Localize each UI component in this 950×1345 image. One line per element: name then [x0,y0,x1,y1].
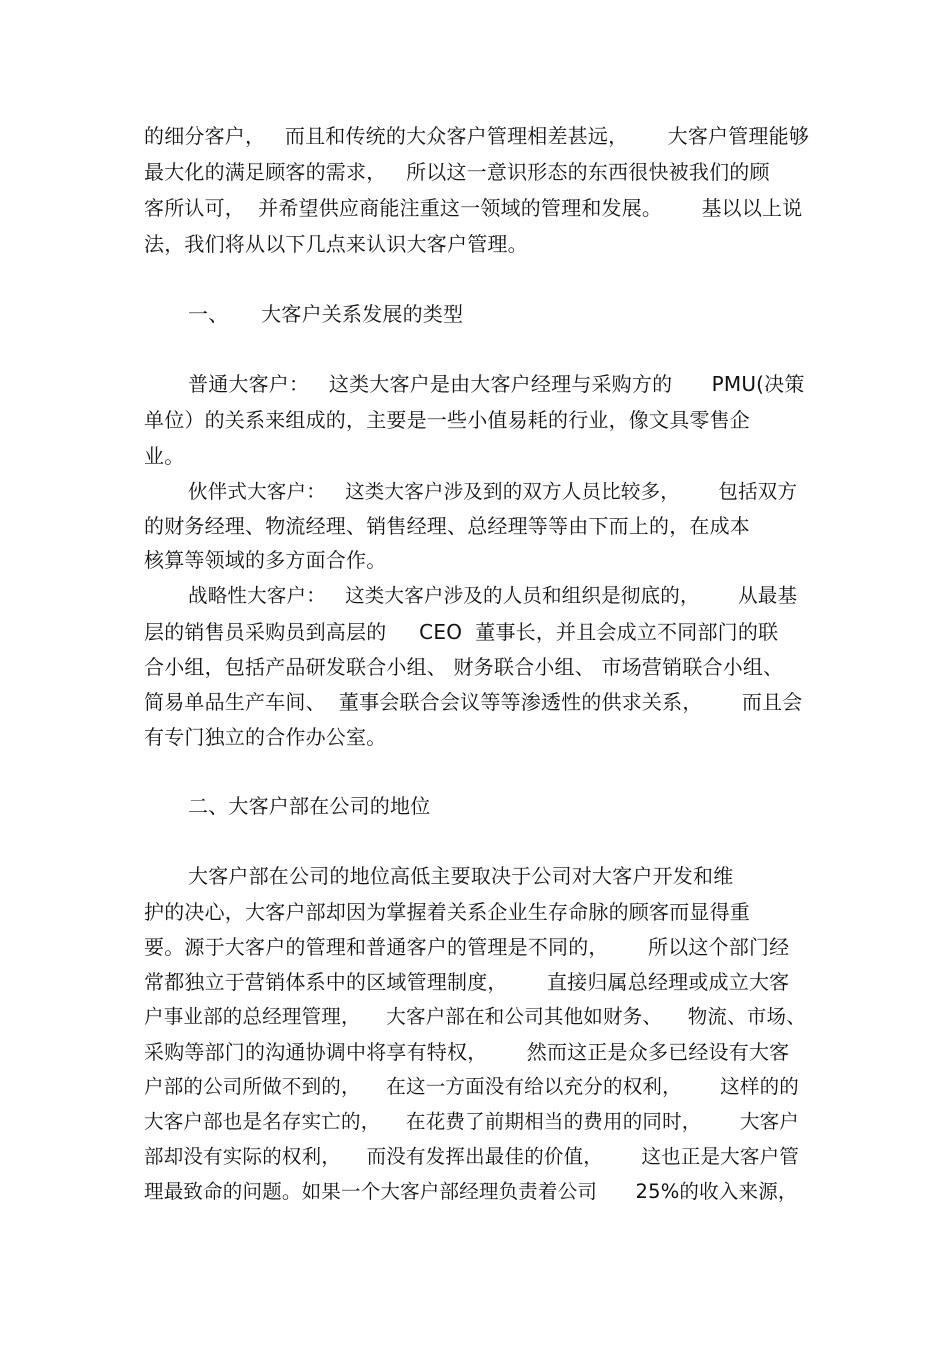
position-line-3: 要。源于大客户的管理和普通客户的管理是不同的， 所以这个部门经 [144,935,790,959]
position-line-2: 护的决心，大客户部却因为掌握着关系企业生存命脉的顾客而显得重 [144,900,750,924]
normal-client-line-2: 单位）的关系来组成的，主要是一些小值易耗的行业，像文具零售企 [144,408,750,432]
partner-client-line-2: 的财务经理、物流经理、销售经理、总经理等等由下而上的，在成本 [144,514,750,538]
strategic-client-line-5: 有专门独立的合作办公室。 [144,725,387,749]
strategic-client-line-4: 简易单品生产车间、 董事会联合会议等等渗透性的供求关系， 而且会 [144,690,803,714]
normal-client-line-3: 业。 [144,444,185,468]
intro-line-2: 最大化的满足顾客的需求， 所以这一意识形态的东西很快被我们的顾 [144,160,770,184]
position-line-5: 户事业部的总经理管理， 大客户部在和公司其他如财务、 物流、市场、 [144,1005,806,1028]
position-line-6: 采购等部门的沟通协调中将享有特权， 然而这正是众多已经设有大客 [144,1040,790,1064]
position-line-4: 常都独立于营销体系中的区域管理制度， 直接归属总经理或成立大客 [144,970,790,994]
intro-line-4: 法，我们将从以下几点来认识大客户管理。 [144,232,528,256]
section-heading-2: 二、大客户部在公司的地位 [188,794,431,818]
strategic-client-line-1: 战略性大客户： 这类大客户涉及的人员和组织是彻底的， 从最基 [188,584,798,607]
position-line-9: 部却没有实际的权利， 而没有发挥出最佳的价值， 这也正是大客户管 [144,1145,799,1168]
strategic-client-line-2: 层的销售员采购员到高层的 CEO 董事长，并且会成立不同部门的联 [144,620,779,644]
intro-line-1: 的细分客户， 而且和传统的大众客户管理相差甚远， 大客户管理能够 [144,124,810,148]
position-line-10: 理最致命的问题。如果一个大客户部经理负责着公司 25%的收入来源， [144,1180,798,1203]
partner-client-line-3: 核算等领域的多方面合作。 [144,548,387,572]
position-line-1: 大客户部在公司的地位高低主要取决于公司对大客户开发和维 [188,864,734,888]
position-line-8: 大客户部也是名存实亡的， 在花费了前期相当的费用的同时， 大客户 [144,1110,799,1133]
normal-client-line-1: 普通大客户： 这类大客户是由大客户经理与采购方的 PMU(决策 [188,372,805,396]
partner-client-line-1: 伙伴式大客户： 这类大客户涉及到的双方人员比较多， 包括双方 [188,480,798,503]
strategic-client-line-3: 合小组，包括产品研发联合小组、 财务联合小组、 市场营销联合小组、 [144,655,784,679]
position-line-7: 户部的公司所做不到的， 在这一方面没有给以充分的权利， 这样的的 [144,1075,799,1098]
section-heading-1: 一、 大客户关系发展的类型 [188,302,464,326]
intro-line-3: 客所认可， 并希望供应商能注重这一领域的管理和发展。 基以以上说 [144,196,803,220]
